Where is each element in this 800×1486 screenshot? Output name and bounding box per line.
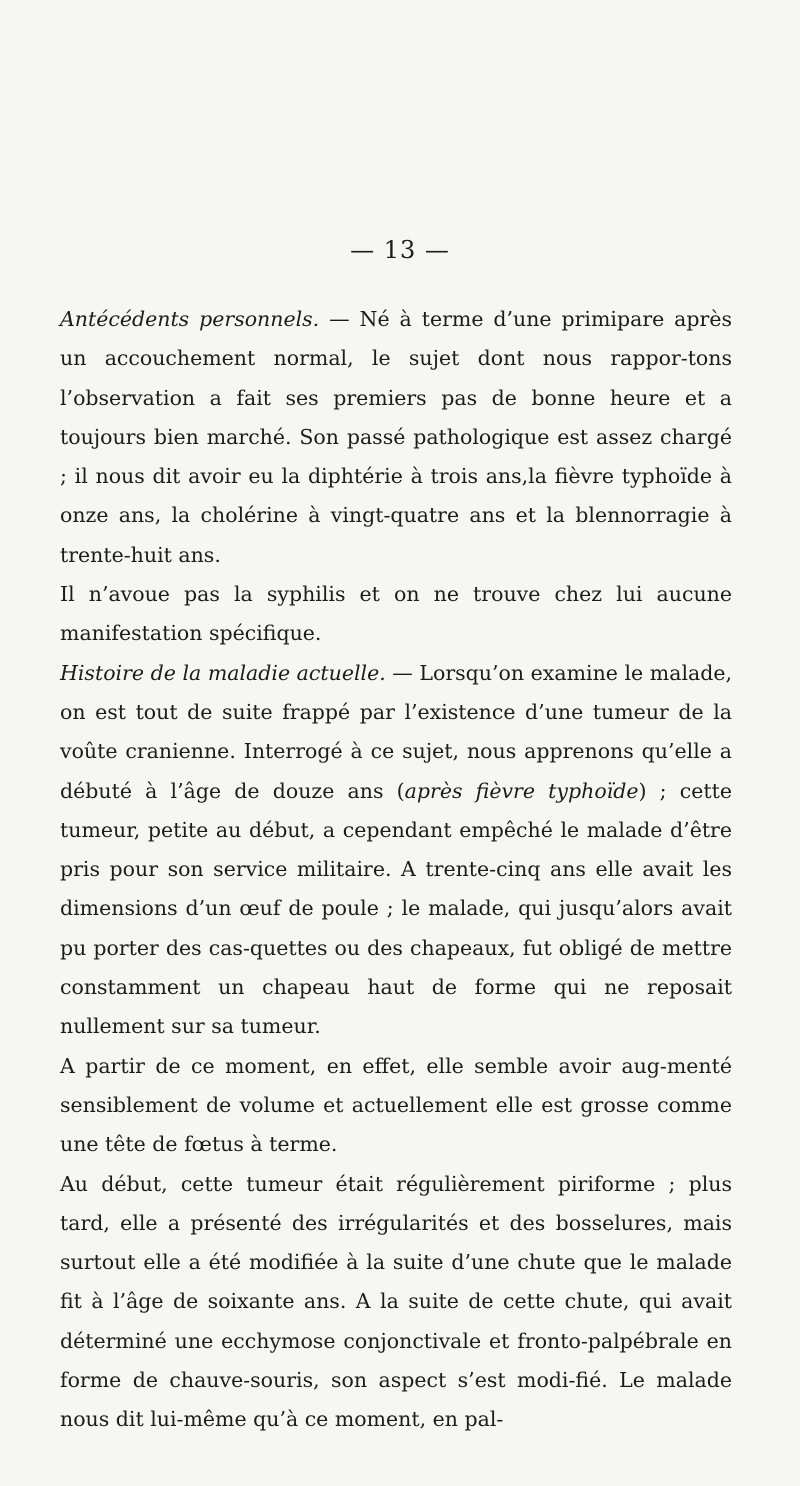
paragraph-text: ) ; cette tumeur, petite au début, a cependant empêché le malade d’être pris pour son service militaire. A trente-cinq ans elle avait les dimensions d’un œuf de poule ; le malade, qui jusqu’alors avait pu porter des cas-quettes ou des chapeaux, fut obligé de mettre constamment un chapeau haut de forme qui ne reposait nullement sur sa tumeur. xyxy=(60,778,732,1039)
paragraph-forme: Au début, cette tumeur était régulièrement piriforme ; plus tard, elle a présenté des irrégularités et des bosselures, mais surtout elle a été modifiée à la suite d’une chute que le malade fit à l’âge de soixante ans. A la suite de cette chute, qui avait déterminé une ecchymose conjonctivale et fronto-palpébrale en forme de chauve-souris, son aspect s’est modi-fié. Le malade nous dit lui-même qu’à ce moment, en pal- xyxy=(60,1171,732,1432)
body-text xyxy=(60,300,732,1440)
paragraph-syphilis: Il n’avoue pas la syphilis et on ne trouve chez lui aucune manifestation spécifique. xyxy=(60,582,732,646)
section-heading-antecedents: Antécédents personnels. xyxy=(60,307,320,331)
section-heading-histoire: Histoire de la maladie actuelle. xyxy=(60,660,386,685)
paragraph-augmentation: A partir de ce moment, en effet, elle semble avoir aug-menté sensiblement de volume et actuellement elle est grosse comme une tête de fœtus à terme. xyxy=(60,1053,732,1157)
paragraph-text: — Lorsqu’on examine le malade, on est tout de suite frappé par l’existence d’une tumeur de la voûte cranienne. Interrogé à ce sujet, nous apprenons qu’elle a débuté à l’âge de douze ans ( xyxy=(60,660,732,803)
paragraph-histoire xyxy=(60,654,732,1047)
italic-phrase: après fièvre typhoïde xyxy=(404,778,639,803)
paragraph-text: — Né à terme d’une primipare après un accouchement normal, le sujet dont nous rappor-tons l’observation a fait ses premiers pas de bonne heure et a toujours bien marché. Son passé pathologique est assez chargé ; il nous dit avoir eu la diphtérie à trois ans,la fièvre typhoïde à onze ans, la cholérine à vingt-quatre ans et la blennorragie à trente-huit ans. xyxy=(60,307,732,567)
page-number: — 13 — xyxy=(350,236,450,264)
paragraph-antecedents xyxy=(60,300,732,575)
